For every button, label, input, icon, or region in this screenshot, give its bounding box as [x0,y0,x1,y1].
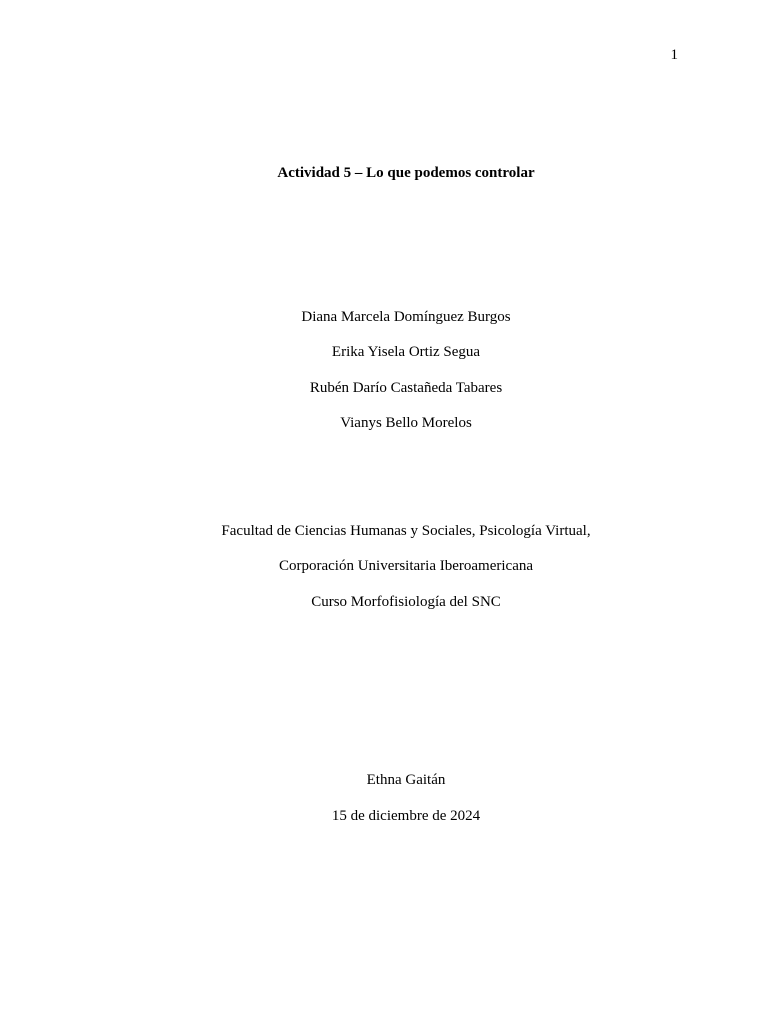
university-line: Corporación Universitaria Iberoamericana [278,558,534,574]
document-title: Actividad 5 – Lo que podemos controlar [277,165,535,181]
course-line: Curso Morfofisiología del SNC [311,594,501,610]
page-number: 1 [670,47,678,63]
submission-date: 15 de diciembre de 2024 [331,808,481,824]
author-name: Diana Marcela Domínguez Burgos [301,309,511,325]
author-name: Vianys Bello Morelos [340,415,472,431]
instructor-name: Ethna Gaitán [366,772,446,788]
faculty-line: Facultad de Ciencias Humanas y Sociales, Psicología Virtual, [221,523,591,539]
author-name: Rubén Darío Castañeda Tabares [309,380,503,396]
author-name: Erika Yisela Ortiz Segua [331,344,481,360]
